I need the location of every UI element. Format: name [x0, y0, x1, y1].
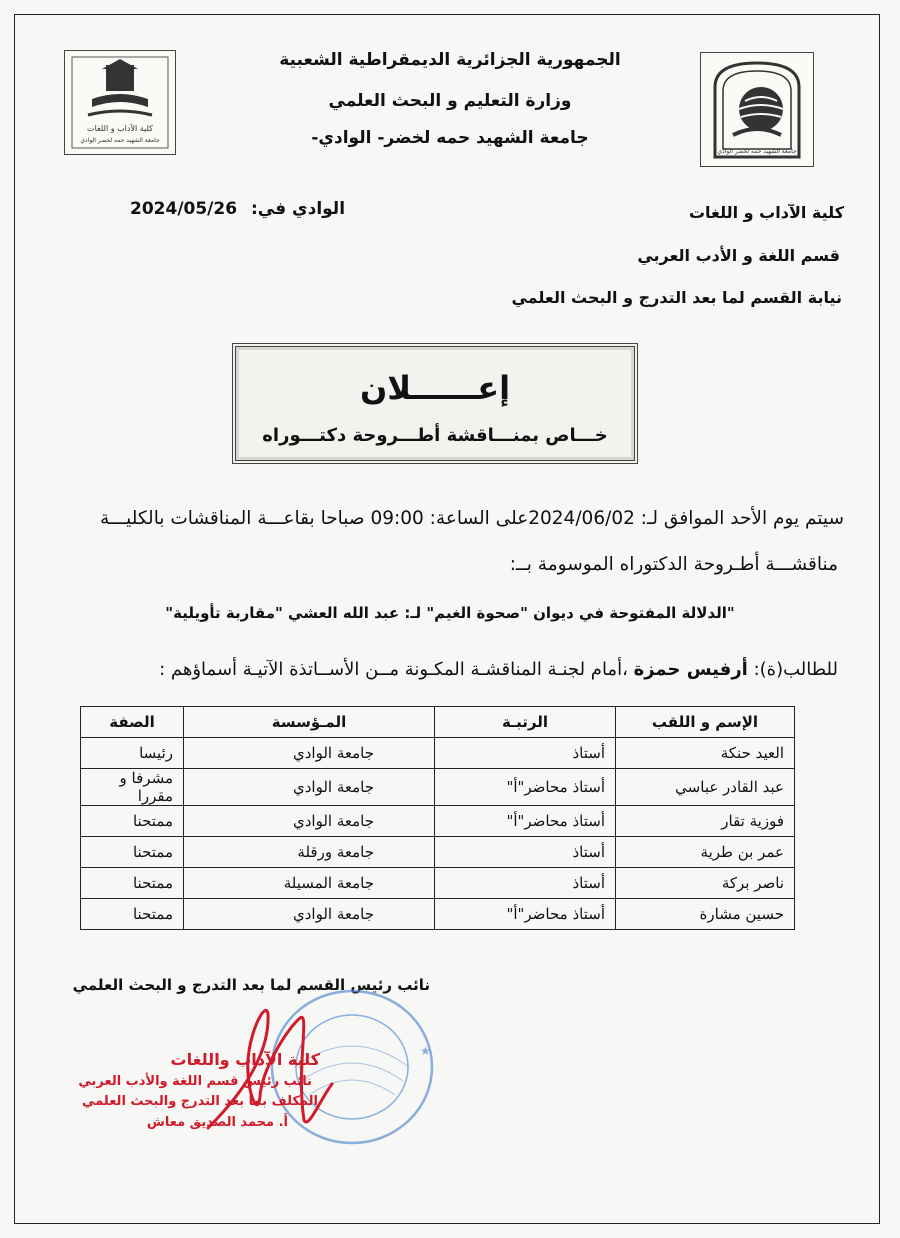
member-name: عمر بن طرية	[616, 837, 795, 868]
member-institution: جامعة الوادي	[184, 769, 435, 806]
student-suffix: ،أمام لجنـة المناقشـة المكـونة مــن الأســاتذة الآتيـة أسماؤهم :	[159, 659, 628, 680]
university-logo	[700, 52, 814, 167]
member-rank: أستاذ	[435, 837, 616, 868]
member-name: عبد القادر عباسي	[616, 769, 795, 806]
place-date	[130, 199, 345, 219]
stamp-role1: نائب رئيس قسم اللغة والأدب العربي	[78, 1074, 312, 1089]
header-ministry: وزارة التعليم و البحث العلمي	[328, 91, 572, 111]
announcement-title-box	[232, 343, 638, 464]
stamp-faculty: كلية الآداب واللغات	[170, 1050, 320, 1069]
member-rank: أستاذ محاضر"أ"	[435, 769, 616, 806]
col-header-rank: الرتبـة	[435, 707, 616, 738]
member-role: ممتحنا	[81, 868, 184, 899]
member-name: ناصر بركة	[616, 868, 795, 899]
member-rank: أستاذ محاضر"أ"	[435, 806, 616, 837]
col-header-institution: المـؤسسة	[184, 707, 435, 738]
announcement-subtitle: خـــاص بمنـــاقشة أطـــروحة دكتـــوراه	[262, 425, 608, 446]
faculty-logo	[64, 50, 176, 155]
member-name: العيد حنكة	[616, 738, 795, 769]
member-role: ممتحنا	[81, 837, 184, 868]
svg-text:★: ★	[420, 1044, 431, 1058]
table-row	[81, 769, 795, 806]
member-role: رئيسا	[81, 738, 184, 769]
member-name: فوزية تقار	[616, 806, 795, 837]
table-row	[81, 806, 795, 837]
university-logo-caption: جامعة الشهيد حمه لخضر الوادي	[717, 147, 797, 155]
col-header-name: الإسم و اللقب	[616, 707, 795, 738]
table-row	[81, 868, 795, 899]
member-institution: جامعة الوادي	[184, 806, 435, 837]
signature-title: نائب رئيس القسم لما بعد التدرج و البحث العلمي	[72, 976, 430, 994]
university-logo-icon	[705, 57, 809, 163]
table-row	[81, 899, 795, 930]
header-republic: الجمهورية الجزائرية الديمقراطية الشعبية	[279, 50, 621, 70]
member-institution: جامعة المسيلة	[184, 868, 435, 899]
member-rank: أستاذ	[435, 738, 616, 769]
department-name: قسم اللغة و الأدب العربي	[637, 246, 840, 265]
body-paragraph-2: مناقشـــة أطـروحة الدكتوراه الموسومة بــ:	[509, 554, 838, 575]
student-name: أرفيس حمزة	[633, 659, 748, 680]
member-role: ممتحنا	[81, 806, 184, 837]
table-row	[81, 738, 795, 769]
student-line	[159, 659, 838, 680]
col-header-role: الصفة	[81, 707, 184, 738]
thesis-title: "الدلالة المفتوحة في ديوان "صحوة الغيم" لـ: عبد الله العشي "مقاربة تأويلية"	[165, 604, 735, 622]
member-role: ممتحنا	[81, 899, 184, 930]
table-row	[81, 837, 795, 868]
handwritten-signature-icon	[200, 1000, 340, 1140]
announcement-title: إعــــــلان	[359, 369, 511, 407]
member-role: مشرفا و مقررا	[81, 769, 184, 806]
member-institution: جامعة الوادي	[184, 738, 435, 769]
committee-table	[80, 706, 795, 930]
member-rank: أستاذ	[435, 868, 616, 899]
deputy-office: نيابة القسم لما بعد التدرج و البحث العلمي	[511, 288, 842, 307]
faculty-logo-caption2: جامعة الشهيد حمه لخضر الوادي	[80, 137, 160, 144]
member-institution: جامعة الوادي	[184, 899, 435, 930]
member-institution: جامعة ورقلة	[184, 837, 435, 868]
table-header-row	[81, 707, 795, 738]
member-name: حسين مشارة	[616, 899, 795, 930]
faculty-logo-caption1: كلية الآداب و اللغات	[87, 124, 153, 133]
body-paragraph-1: سيتم يوم الأحد الموافق لـ: 2024/06/02على الساعة: 09:00 صباحا بقاعـــة المناقشات بالكليـــة	[99, 508, 844, 529]
faculty-name: كلية الآداب و اللغات	[688, 203, 844, 222]
place-label: الوادي في:	[250, 199, 346, 219]
stamp-name: أ. محمد الصديق معاش	[146, 1115, 288, 1130]
faculty-logo-icon	[70, 55, 170, 150]
student-prefix: للطالب(ة):	[753, 659, 838, 680]
header-university: جامعة الشهيد حمه لخضر- الوادي-	[311, 128, 589, 148]
member-rank: أستاذ محاضر"أ"	[435, 899, 616, 930]
stamp-role2: المكلف بما بعد التدرج والبحث العلمي	[82, 1094, 318, 1109]
document-date: 2024/05/26	[130, 199, 238, 219]
